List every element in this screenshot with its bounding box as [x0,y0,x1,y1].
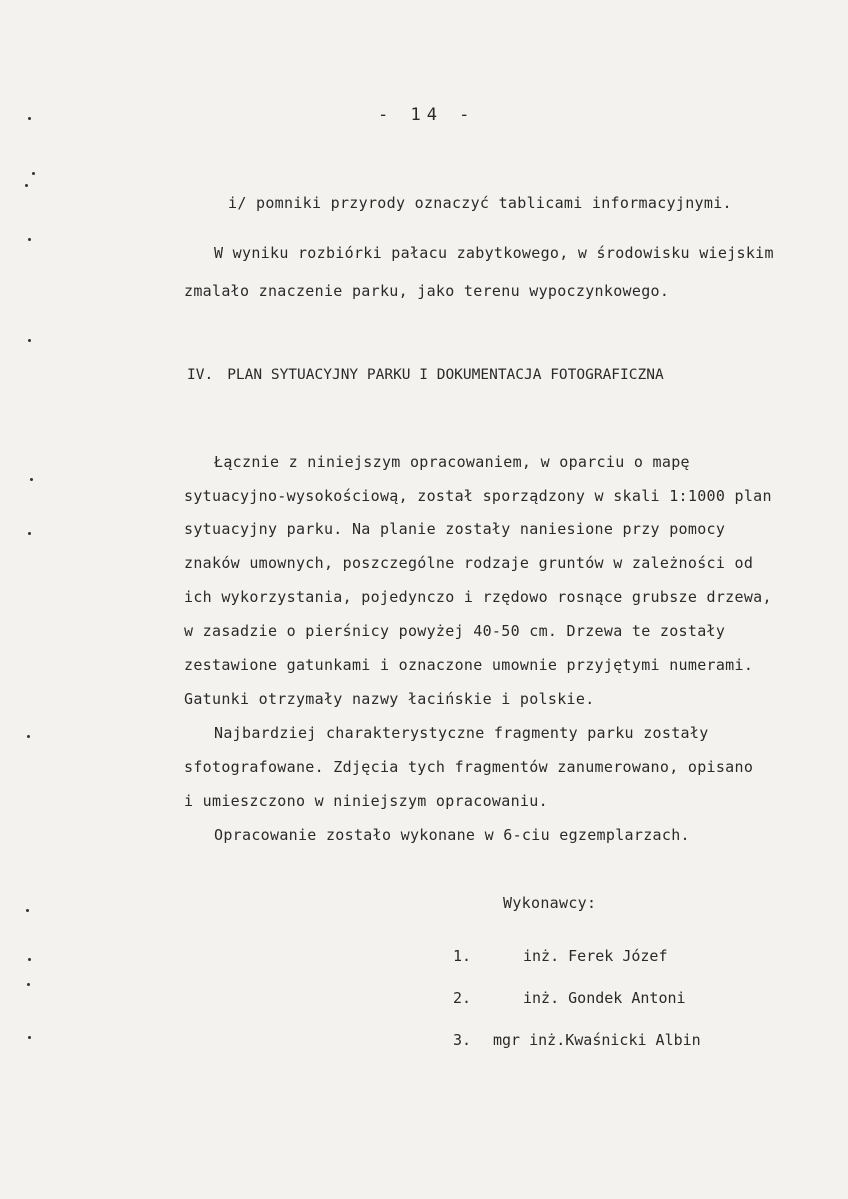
paragraph-2-line: ich wykorzystania, pojedynczo i rzędowo rosnące grubsze drzewa, [184,588,772,606]
scan-speck [30,478,33,481]
signer-row [453,946,668,966]
paragraph-2-line: Gatunki otrzymały nazwy łacińskie i polskie. [184,690,595,708]
paragraph-1-line: W wyniku rozbiórki pałacu zabytkowego, w środowisku wiejskim [214,244,774,262]
section-title: PLAN SYTUACYJNY PARKU I DOKUMENTACJA FOTOGRAFICZNA [227,367,664,383]
signer-number: 1. [453,947,472,965]
section-heading [187,367,664,383]
signer-name: inż. Gondek Antoni [523,989,686,1007]
scan-speck [26,909,29,912]
paragraph-2-line: sytuacyjny parku. Na planie zostały naniesione przy pomocy [184,520,726,538]
paragraph-2-line: w zasadzie o pierśnicy powyżej 40-50 cm. Drzewa te zostały [184,622,726,640]
signers-label: Wykonawcy: [503,894,597,912]
item-i: i/ pomniki przyrody oznaczyć tablicami informacyjnymi. [228,194,732,212]
paragraph-4: Opracowanie zostało wykonane w 6-ciu egzemplarzach. [214,826,690,844]
paragraph-2-line: zestawione gatunkami i oznaczone umownie przyjętymi numerami. [184,656,754,674]
paragraph-1-line: zmalało znaczenie parku, jako terenu wypoczynkowego. [184,282,670,300]
scan-speck [27,735,30,738]
page-number: - 14 - [378,105,476,125]
signer-number: 2. [453,989,472,1007]
paragraph-2-line: znaków umownych, poszczególne rodzaje gruntów w zależności od [184,554,754,572]
scan-speck [25,184,28,187]
paragraph-2-line: sytuacyjno-wysokościową, został sporządzony w skali 1:1000 plan [184,487,772,505]
scan-speck [28,238,31,241]
signer-number: 3. [453,1031,472,1049]
scan-speck [32,172,35,175]
scan-speck [28,532,31,535]
paragraph-3-line: sfotografowane. Zdjęcia tych fragmentów zanumerowano, opisano [184,758,754,776]
scan-speck [28,1036,31,1039]
signer-row [453,1030,701,1050]
signer-name: inż. Ferek Józef [523,947,668,965]
scan-speck [27,983,30,986]
scan-speck [28,117,31,120]
signer-name: mgr inż.Kwaśnicki Albin [493,1031,701,1049]
paragraph-2-line: Łącznie z niniejszym opracowaniem, w oparciu o mapę [214,453,690,471]
paragraph-3-line: i umieszczono w niniejszym opracowaniu. [184,792,548,810]
scan-speck [28,339,31,342]
signer-row [453,988,686,1008]
scan-speck [28,958,31,961]
paragraph-3-line: Najbardziej charakterystyczne fragmenty parku zostały [214,724,709,742]
section-number: IV. [187,367,214,383]
